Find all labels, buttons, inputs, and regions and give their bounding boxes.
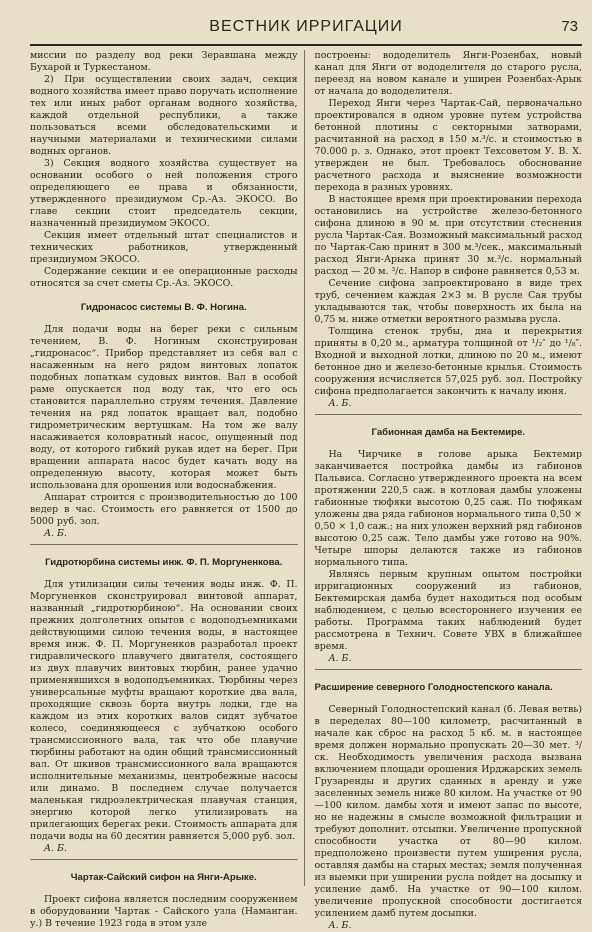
paragraph: Для утилизации силы течения воды инж. Ф. П. Моргуненков сконструировал винтовой аппарат, названный „гидротюрбиною“. На основании своих прежних долголетних опытов с водоподъемниками действующими силою течения воды, в настоящее время инж. Ф. П. Моргуненков разработал проект гидравлического плавучего двигателя, состоящего из двух плавучих винтовых тюрбин, ранее удачно применявшихся в водоподъемниках. Тюрбины через универсальные муфты вращают короткие два вала, проходящие сквозь борта внутрь лодки, где на каждом из этих коротких валов сидят зубчатое колесо, соединяющееся с зубчаткою особого трансмиссионного вала, так что обе плавучие тюрбины работают на один общий трансмиссионный вал. От шкивов трансмиссионного вала вращаются исполнительные механизмы, центробежные насосы или динамо. В последнем случае получается маленькая гидроэлектрическая плавучая станция, энергию которой легко утилизировать на прилегающих берегах реки. Стоимость аппарата для подачи воды на 60 десятин равняется 5,000 руб. зол.: [30, 579, 298, 842]
article-signature: А. Б.: [328, 920, 352, 931]
left-column: [30, 50, 305, 929]
paragraph: миссии по разделу вод реки Зеравшана между Бухарой и Туркестаном.: [30, 50, 298, 73]
journal-title: ВЕСТНИК ИРРИГАЦИИ: [209, 18, 403, 35]
paragraph: Для подачи воды на берег реки с сильным течением, В. Ф. Ногиным сконструирован „гидронасос“. Прибор представляет из себя вал с насаженным на него рядом винтовых лопаток подобных лопаткам судовых винтов. Вал в особой раме опускается под воду так, что его ось становится параллельно струям течения. Давление течения на ряд лопаток вращает вал, подобно гидрометрическим вертушкам. На том же валу насаживается коловратный насос, опущенный под воду, от которого гибкий рукав идет на берег. При вращении аппарата насос будет качать воду на определенную высоту, которая может быть использована для орошения или водоснабжения.: [30, 324, 298, 491]
paragraph: Проект сифона является последним сооружением в оборудовании Чартак - Сайского узла (Наманган. у.) В течение 1923 года в этом узле: [30, 894, 298, 929]
article-signature: А. Б.: [44, 528, 67, 539]
paragraph: В настоящее время при проектировании перехода остановились на устройстве железо-бетонного сифона длиною в 90 м. при отсутствии стеснения русла Чартак-Сая. Возможный максимальный расход по Чартак-Саю принят в 300 м.³/сек., максимальный расход Янги-Арыка принят 30 м.³/с. нормальный расход — 20 м. ³/с. Напор в сифоне равняется 0,53 м.: [314, 194, 582, 277]
text-columns: [30, 50, 582, 931]
paragraph: Секция имеет отдельный штат специалистов и технических работников, утвержденный президиумом ЭКОСО.: [30, 230, 298, 265]
article-title-siphon: Чартак-Сайский сифон на Янги-Арыке.: [70, 872, 257, 883]
paragraph: 3) Секция водного хозяйства существует на основании особого о ней положения строго определяющего ее права и обязанности, утвержденного президиумом Ср.-Аз. ЭКОСО. Во главе секции стоит председатель секции, назначенный президиумом ЭКОСО.: [30, 158, 298, 229]
article-title-gabion-dam: Габионная дамба на Бектемире.: [371, 427, 525, 438]
page-header: [30, 18, 582, 46]
paragraph: Содержание секции и ее операционные расходы относятся за счет сметы Ср.-Аз. ЭКОСО.: [30, 266, 298, 289]
section-divider: [30, 859, 298, 860]
article-signature: А. Б.: [328, 653, 352, 664]
paragraph: Сечение сифона запроектировано в виде трех труб, сечением каждая 2×3 м. В русле Сая трубы укладываются так, чтобы поверхность их была на 0,75 м. ниже отметки вероятного размыва русла.: [314, 278, 582, 325]
paragraph: На Чирчике в голове арыка Бектемир заканчивается постройка дамбы из габионов Пальвиса. Согласно утвержденного проекта на всем протяжении 220,5 саж. в котловая дамбы уложены габионные тюфяки высотою 0,25 саж. По тюфякам уложены два ряда габионов нормального типа 0,50 × 0,50 × 1,0 саж.; на них уложен верхний ряд габионов высотою 0,25 саж. Тело дамбы уже готово на 90%. Четыре шпоры делаются также из габионов нормального типа.: [314, 449, 582, 568]
paragraph: Толщина стенок трубы, дна и перекрытия приняты в 0,20 м., арматура толщиной от ¹/₂″ до ¹/₈″. Входной и выходной лотки, длиною по 20 м., имеют бетонное дно и железо-бетонные крылья. Стоимость сооружения исчисляется 57,025 руб. зол. Постройку сифона предполагается закончить к началу июня.: [314, 326, 582, 397]
paragraph: построены: вододелитель Янги-Розенбах, новый канал для Янги от вододелителя до старого русла, переезд на новом канале и уширен Розенбах-Арык от начала до вододелителя.: [314, 50, 582, 97]
paragraph: Являясь первым крупным опытом постройки ирригационных сооружений из габионов, Бектемирская дамба будет находиться под особым наблюдением, с целью всестороннего изучения ее работы. Программа таких наблюдений будет рассмотрена в Технич. Совете УВХ в ближайшее время.: [314, 569, 582, 652]
paragraph: Аппарат строится с производительностью до 100 ведер в час. Стоимость его равняется от 1500 до 5000 руб. зол.: [30, 492, 298, 527]
article-signature: А. Б.: [44, 843, 67, 854]
paragraph: Северный Голодностепский канал (б. Левая ветвь) в переделах 80—100 километр, расчитанный в начале как сброс на расход 5 кб. м. в настоящее время должен нормально пропускать 20—30 мет. ³/ск. Необходимость увеличения расхода вызвана включением площади орошения Ирджарских земель Грузаренды и других сданных в аренду и уже заселенных земель ниже 80 килом. На участке от 90—100 килом. дамбы хотя и имеют запас по высоте, но не надежны в смысле возможной фильтрации и требуют дополнит. отсыпки. Увеличение пропускной способности участка от 80—90 килом. предположено произвести путем уширения русла, оставляя дамбы на старых местах; земля полученная из выемки при уширении русла пойдет на досыпку и усиление дамб. На участке от 90—100 килом. увеличение пропускной способности достигается усилением дамб путем досыпки.: [314, 704, 582, 919]
section-divider: [315, 414, 583, 415]
page-number: 73: [561, 18, 578, 35]
article-signature: А. Б.: [328, 398, 352, 409]
paragraph: 2) При осуществлении своих задач, секция водного хозяйства имеет право поручать исполнение тех или иных работ органам водного хозяйства, каждой отдельной республики, а также пользоваться всеми обследовательскими и научными материалами и техническими силами водных органов.: [30, 74, 298, 157]
paragraph: Переход Янги через Чартак-Сай, первоначально проектировался в одном уровне путем устройства бетонной плотины с секторными затворами, расчитанной на расход в 150 м.³/с. и стоимостью в 70.000 р. з. Однако, этот проект Техсоветом У. В. Х. утвержден не был. Требовалось обоснование расчетного расхода и выяснение возможности перехода в разных уровнях.: [314, 98, 582, 193]
article-title-hydropump: Гидронасос системы В. Ф. Ногина.: [80, 302, 247, 313]
article-title-canal-expansion: Расширение северного Голодностепского канала.: [314, 682, 553, 693]
article-title-hydroturbine: Гидротюрбина системы инж. Ф. П. Моргуненкова.: [45, 557, 283, 568]
section-divider: [30, 544, 298, 545]
section-divider: [315, 669, 583, 670]
right-column: [314, 50, 583, 931]
